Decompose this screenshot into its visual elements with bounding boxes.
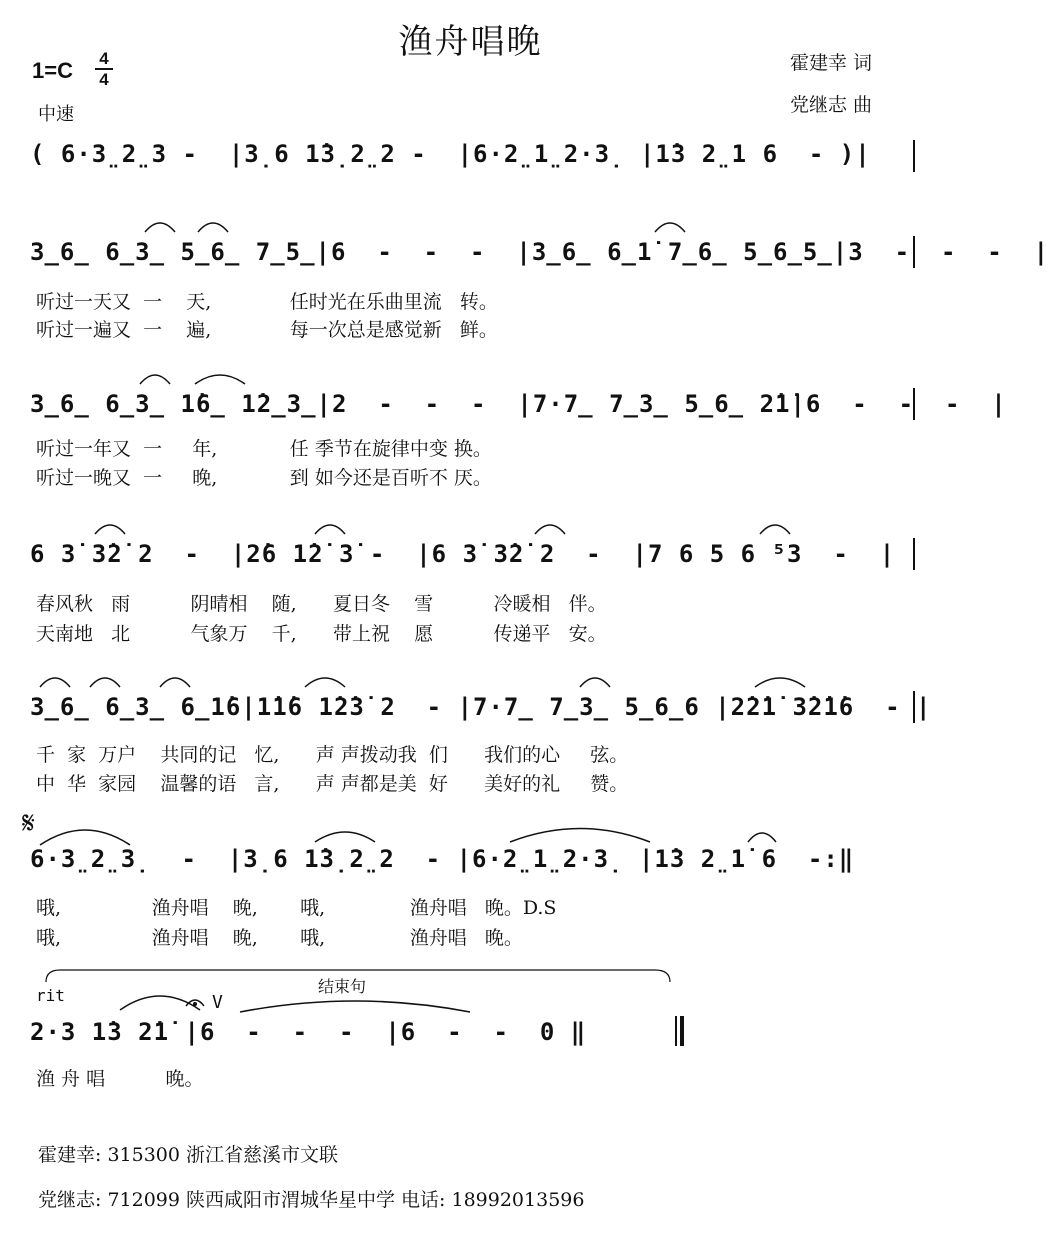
ending-bracket [46,970,670,982]
lyricist-credit: 霍建幸 词 [790,52,873,74]
slur [760,525,790,534]
notation-row-1: 3̲6̲ 6̲3̲ 5̲6̲ 7̲5̲|6 - - - |3̲6̲ 6̲1̇ 7̲6̲ 5̲6̲5̲|3 - - - | [30,238,1049,266]
lyric-row-1-verse-2: 听过一遍又 一 遍, 每一次总是感觉新 鲜。 [36,319,498,341]
slur [40,830,130,845]
slur [40,678,70,687]
breath-mark: V [212,992,223,1013]
slur [655,223,685,232]
slur [305,678,345,687]
notation-row-5: 6·3̤2̤3̣ - |3̣6 1̇3̣2̤2 - |6·2̤1̤2·3̣ |1̇3 2̤1̇ 6 -:‖ [30,845,855,873]
lyric-row-4-verse-2: 中 华 家园 温馨的语 言, 声 声都是美 好 美好的礼 赞。 [36,773,629,795]
notation-row-intro: ( 6·3̤2̤3 - |3̣6 1̇3̣2̤2 - |6·2̤1̤2·3̣ |1̇3 2̤1 6 - )| [30,140,871,168]
slur [140,375,170,384]
lyric-row-3-verse-2: 天南地 北 气象万 千, 带上祝 愿 传递平 安。 [36,623,607,645]
notation-row-4: 3̲6̲ 6̲3̲ 6̲1̇6|1̇1̇6 1̇2̇3̇ 2 - |7·7̲ 7̲3̲ 5̲6̲6 |2̇2̇1̇ 3̇2̇1̇6 - | [30,693,932,721]
slur [195,375,245,384]
slur [90,678,120,687]
tempo-marking: 中速 [38,104,74,125]
segno-sign: 𝄋 [22,806,35,841]
slur [198,223,228,232]
slur [748,833,776,842]
lyric-row-ending: 渔 舟 唱 晚。 [36,1068,204,1090]
rit-marking: rit [36,986,65,1005]
lyric-row-2-verse-1: 听过一年又 一 年, 任 季节在旋律中变 换。 [36,438,492,460]
slur [145,223,175,232]
lyric-row-3-verse-1: 春风秋 雨 阴晴相 随, 夏日冬 雪 冷暖相 伴。 [36,593,607,615]
composer-contact: 党继志: 712099 陕西咸阳市渭城华星中学 电话: 18992013596 [38,1189,585,1211]
slur [95,525,125,534]
slur [580,678,610,687]
notation-row-2: 3̲6̲ 6̲3̲ 1̇6̲ 1̇2̲3̲|2 - - - |7·7̲ 7̲3̲ 5̲6̲ 2̇1̇|6 - - - | [30,390,1007,418]
slur [315,832,375,842]
time-numerator: 4 [99,49,109,68]
slur [535,525,565,534]
song-title: 渔舟唱晚 [398,22,543,62]
fermata-dot [193,1002,197,1006]
slur [315,525,345,534]
lyric-row-4-verse-1: 千 家 万户 共同的记 忆, 声 声拨动我 们 我们的心 弦。 [36,744,629,766]
lyric-row-2-verse-2: 听过一晚又 一 晚, 到 如今还是百听不 厌。 [36,467,492,489]
key-signature: 1=C [32,58,73,83]
slur [160,678,190,687]
lyricist-contact: 霍建幸: 315300 浙江省慈溪市文联 [38,1144,339,1166]
slur [755,678,805,687]
time-denominator: 4 [99,70,109,89]
ending-label: 结束句 [318,977,367,996]
notation-row-ending: 2·3 1̇3 2̇1̇ |6 - - - |6 - - 0 ‖ [30,1018,587,1046]
slur [510,829,650,843]
lyric-row-1-verse-1: 听过一天又 一 天, 任时光在乐曲里流 转。 [36,291,498,313]
lyric-row-5-verse-2: 哦, 渔舟唱 晚, 哦, 渔舟唱 晚。 [36,927,523,949]
lyric-row-5-verse-1: 哦, 渔舟唱 晚, 哦, 渔舟唱 晚。D.S [36,897,557,919]
slurs [40,223,805,1012]
notation-row-3: 6 3̇ 3̇2̇ 2 - |2̇6 1̇2̇ 3̇ - |6 3̇ 3̇2̇ 2 - |7 6 5 6 ⁵3 - | [30,540,896,568]
slur [240,1001,470,1012]
composer-credit: 党继志 曲 [790,94,873,116]
